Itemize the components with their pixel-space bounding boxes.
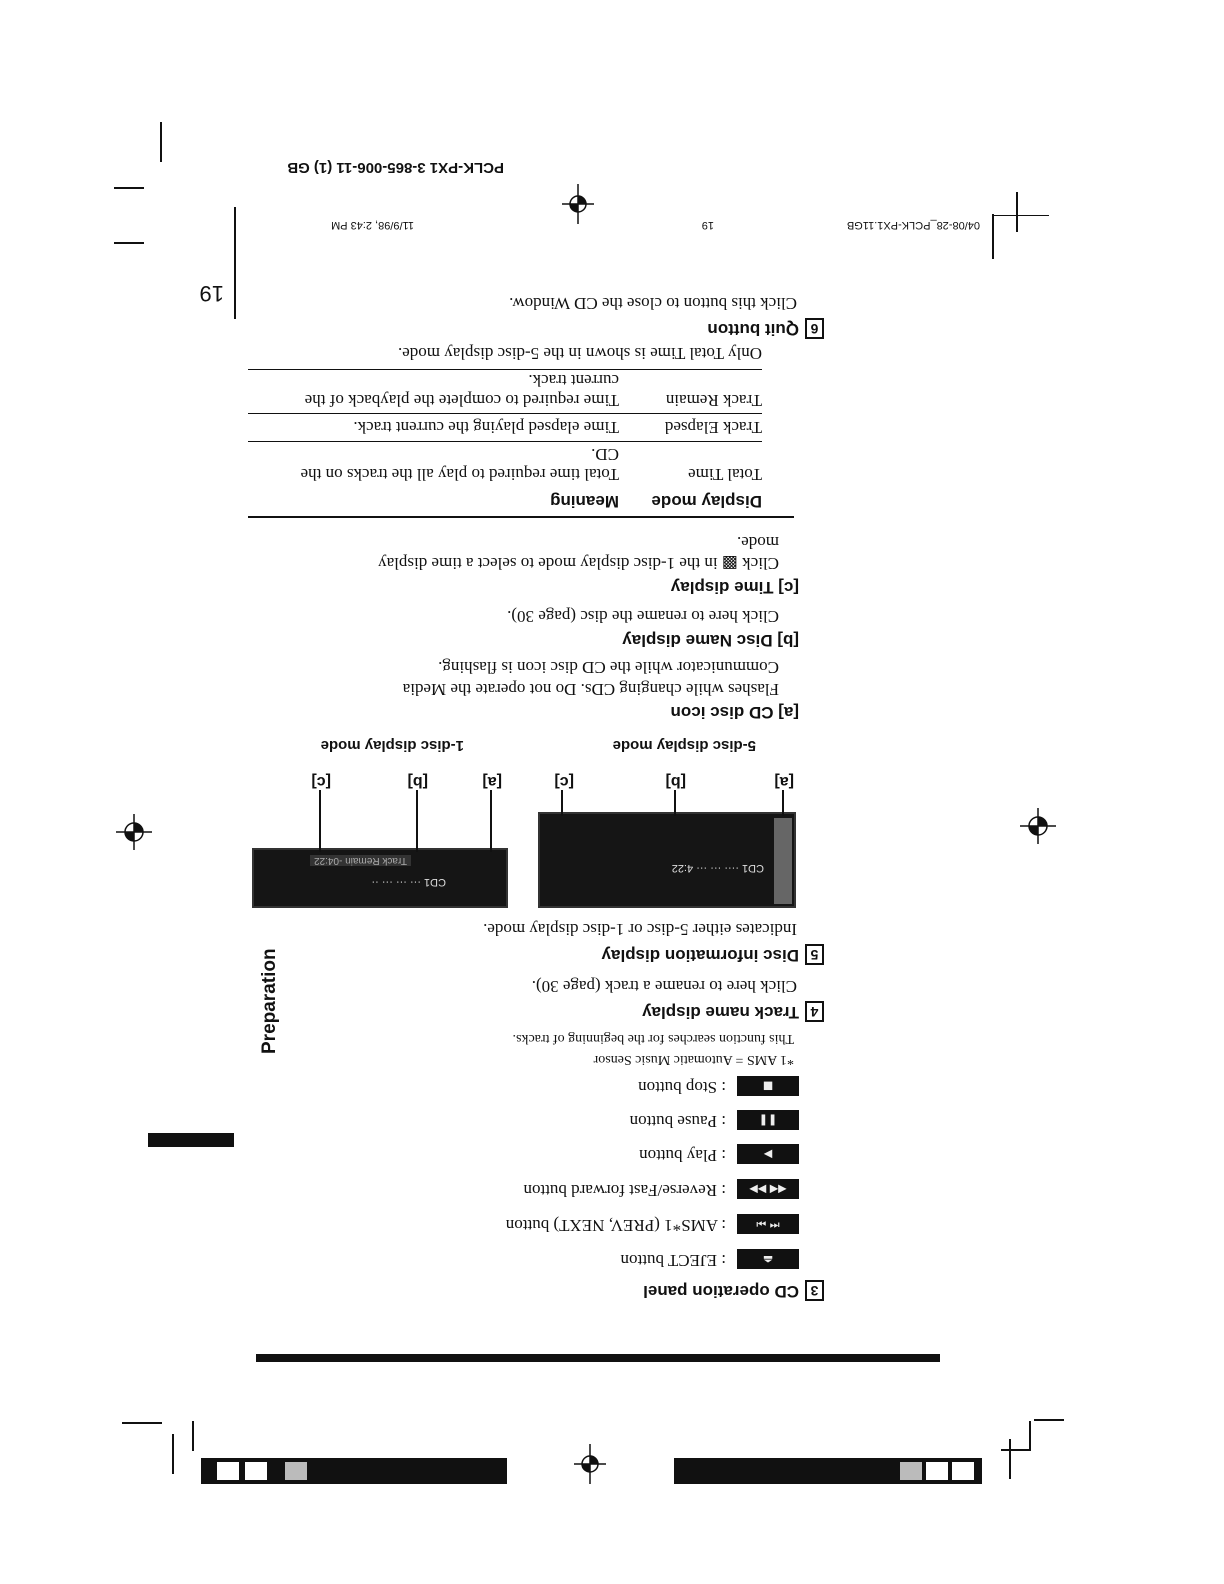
page-small: 19	[701, 219, 714, 231]
table-cell: current track.	[528, 371, 619, 390]
file-name: 04/08-28_PCLK-PX1.11GB	[846, 219, 980, 231]
section-title: CD operation panel	[643, 1282, 799, 1301]
color-bar	[674, 1458, 982, 1484]
side-tab-label: Preparation	[259, 948, 280, 1054]
margin-rule	[234, 207, 236, 319]
table-rule	[248, 516, 794, 518]
table-cell: CD.	[591, 445, 619, 464]
item-text: Flashes while changing CDs. Do not operate the Media	[402, 680, 779, 699]
callout-line	[782, 790, 784, 816]
table-cell: Track Elapsed	[664, 418, 762, 437]
crop-mark	[1016, 192, 1018, 232]
table-row-rule	[248, 441, 762, 442]
registration-mark-icon	[1020, 808, 1056, 844]
track-name-text: Click here to rename a track (page 30).	[531, 977, 797, 996]
five-disc-screen	[538, 812, 796, 908]
stop-button-desc: : Stop button	[638, 1078, 726, 1097]
item-text: Click ▩ in the 1-disc display mode to select a time display	[378, 554, 779, 573]
table-cell: Total Time	[688, 465, 762, 484]
cd-disc-icon-heading: [a] CD disc icon	[670, 703, 799, 722]
table-cell: Time required to complete the playback of the	[304, 391, 619, 410]
one-disc-screen	[252, 848, 508, 908]
disc-info-text: Indicates either 5-disc or 1-disc display mode.	[483, 920, 797, 939]
callout-line	[561, 790, 563, 816]
page-number: 19	[199, 281, 224, 306]
crop-mark	[1029, 1421, 1031, 1451]
model-code: PCLK-PX1 3-865-006-11 (1) GB	[287, 159, 504, 176]
item-text: Communicator while the CD disc icon is flashing.	[438, 658, 779, 677]
callout-line	[490, 790, 492, 852]
five-disc-caption: 5-disc display mode	[612, 737, 756, 754]
crop-mark	[1034, 1419, 1064, 1421]
play-icon: ▶	[737, 1144, 799, 1164]
crop-mark	[160, 122, 162, 162]
crop-mark	[1001, 1449, 1031, 1451]
section-number: 4	[805, 1001, 824, 1022]
time-display-heading: [c] Time display	[670, 578, 799, 597]
disc-info-heading	[602, 944, 824, 965]
crop-mark	[994, 215, 1049, 216]
section-title: Quit button	[707, 320, 799, 339]
registration-mark-icon	[562, 184, 594, 224]
callout-a: [a]	[482, 773, 502, 790]
table-row-rule	[248, 369, 762, 370]
one-disc-status-text: Track Remain -04:22	[310, 855, 411, 866]
ams-button-desc: : AMS*1 (PREV, NEXT) button	[505, 1216, 726, 1235]
cd-panel-heading	[643, 1280, 824, 1301]
crop-mark	[172, 1434, 174, 1474]
crop-mark	[192, 1421, 194, 1451]
crop-mark	[992, 214, 994, 259]
eject-button-desc: : EJECT button	[620, 1251, 726, 1270]
pause-icon: ❚❚	[737, 1110, 799, 1130]
callout-b: [b]	[665, 773, 686, 790]
registration-mark-icon	[116, 814, 152, 850]
item-text: Click here to rename the disc (page 30).	[507, 607, 779, 626]
pause-button-desc: : Pause button	[629, 1112, 726, 1131]
callout-line	[416, 790, 418, 852]
track-name-heading	[642, 1001, 824, 1022]
scrollbar	[774, 818, 792, 904]
color-bar	[201, 1458, 507, 1484]
section-number: 6	[805, 318, 824, 339]
callout-c: [c]	[554, 773, 574, 790]
table-cell: Total time required to play all the tracks on the	[300, 465, 619, 484]
disc-name-heading: [b] Disc Name display	[622, 631, 799, 650]
five-disc-screen-text: CD1 ···· ··· ··· 4:22	[671, 862, 764, 874]
table-note: Only Total Time is shown in the 5-disc display mode.	[398, 344, 762, 363]
callout-a: [a]	[774, 773, 794, 790]
table-header-meaning: Meaning	[550, 492, 619, 511]
rew-ff-button-desc: : Reverse/Fast forward button	[523, 1181, 726, 1200]
section-number: 5	[805, 944, 824, 965]
table-cell: Track Remain	[665, 391, 762, 410]
crop-mark	[122, 1422, 162, 1424]
crop-mark	[1009, 1439, 1011, 1479]
table-cell: Time elapsed playing the current track.	[353, 418, 619, 437]
one-disc-screen-text: CD1 ··· ··· ··· ··	[371, 876, 446, 888]
section-title: Track name display	[642, 1003, 799, 1022]
registration-mark-icon	[574, 1444, 606, 1484]
callout-c: [c]	[311, 773, 331, 790]
section-number: 3	[805, 1280, 824, 1301]
quit-text: Click this button to close the CD Window.	[509, 294, 797, 313]
item-text: mode.	[736, 533, 779, 552]
crop-mark	[114, 187, 144, 189]
crop-mark	[114, 242, 144, 244]
callout-line	[319, 790, 321, 852]
quit-heading	[707, 318, 824, 339]
section-title: Disc information display	[601, 946, 799, 965]
ams-icon: ⏮ ⏭	[737, 1214, 799, 1234]
footnote-ams: *1 AMS = Automatic Music Sensor	[593, 1052, 794, 1067]
table-row-rule	[248, 413, 762, 414]
one-disc-caption: 1-disc display mode	[320, 737, 464, 754]
timestamp: 11/9/98, 2:43 PM	[331, 219, 414, 231]
rew-ff-icon: ◀◀ ▶▶	[737, 1179, 799, 1199]
callout-line	[674, 790, 676, 816]
footnote-function: This function searches for the beginning of tracks.	[512, 1031, 794, 1046]
table-header-mode: Display mode	[651, 492, 762, 511]
play-button-desc: : Play button	[639, 1146, 726, 1165]
callout-b: [b]	[407, 773, 428, 790]
stop-icon: ■	[737, 1076, 799, 1096]
side-tab-bar	[148, 1133, 234, 1147]
header-rule	[256, 1354, 940, 1362]
eject-icon: ⏏	[737, 1249, 799, 1269]
